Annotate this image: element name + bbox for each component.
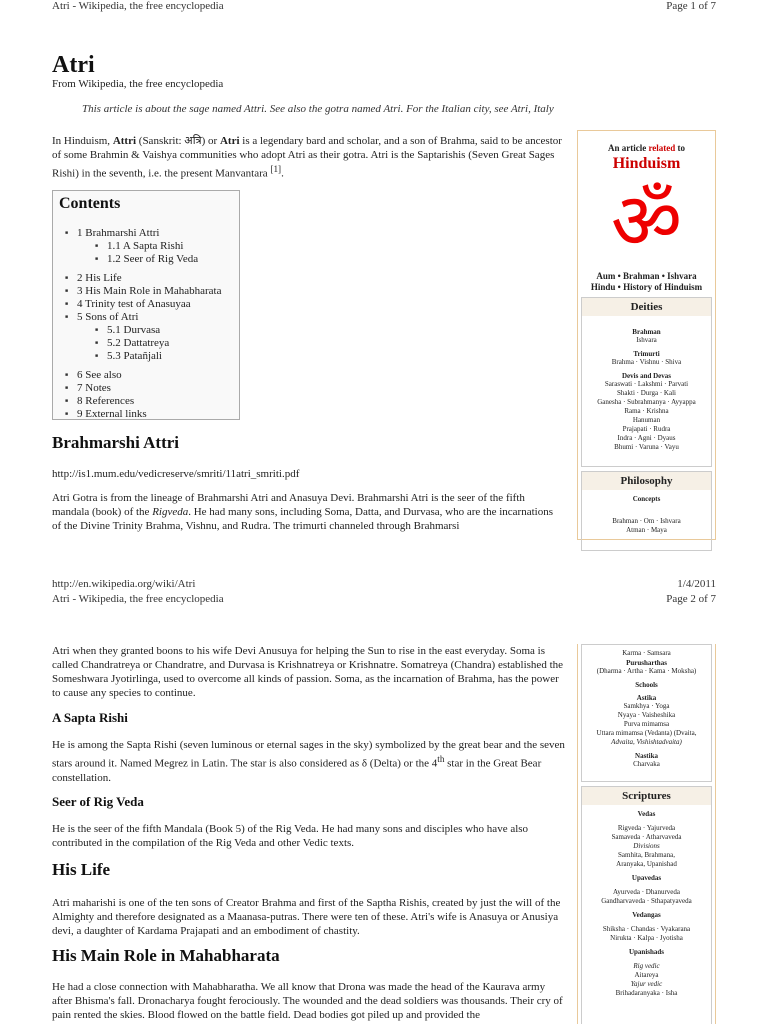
sapta-paragraph [52, 738, 566, 785]
subheading: Yajur vedic [630, 980, 663, 988]
infobox-title[interactable]: Hinduism [612, 155, 681, 172]
section-heading-role: His Main Role in Mahabharata [52, 946, 280, 965]
page-header-title: Atri - Wikipedia, the free encyclopedia [52, 0, 224, 12]
section-heading-brahmarshi: Brahmarshi Attri [52, 433, 180, 452]
philosophy-heading: Philosophy [582, 472, 711, 490]
intro-text: In Hinduism, [52, 135, 113, 147]
section-heading-sapta-rishi: A Sapta Rishi [52, 710, 128, 725]
link-row[interactable]: Samkhya · Yoga [623, 702, 670, 710]
subheading: Vedas [637, 810, 656, 818]
link-row[interactable]: Saraswati · Lakshmi · Parvati [604, 380, 689, 388]
link-row[interactable]: Shiksha · Chandas · Vyakarana [602, 925, 691, 933]
intro-text: (Sanskrit: अत्रि) or [136, 135, 220, 147]
philosophy-box-continued [581, 644, 712, 782]
link-row[interactable]: Advaita, Vishishtadvaita) [611, 738, 682, 746]
subheading: Vedangas [632, 911, 661, 919]
deities-box [581, 297, 712, 467]
link-row[interactable]: Samaveda · Atharvaveda [611, 833, 682, 841]
subheading: Purusharthas [626, 659, 667, 667]
intro-text[interactable]: is a legendary bard and scholar, and a son of Brahma, said to be ancestor of some Brahmin & Vaishya communities who adopt Atri as their gotra. Atri is the Saptarishis (Seven Great Sages Rishi) in the seventh, i.e. the present Manvantara [52, 135, 562, 180]
page-footer-date: 1/4/2011 [677, 578, 716, 590]
scriptures-heading: Scriptures [582, 787, 711, 805]
toc-list [59, 227, 233, 421]
boons-paragraph: Atri when they granted boons to his wife Devi Anusuya for helping the Sun to rise in the east everyday. Soma is called Chandratreya or Chandratre, and Durvasa is Krishnatreya or Krishnatre. Somatreya (Chandra) established the Someshwara Jyotirlinga, used to overcome all kinds of passion. Soma, as the incarnation of Brahma, has the power to cause any species to continue. [52, 645, 564, 699]
link-row[interactable]: Uttara mimamsa (Vedanta) (Dvaita, [596, 729, 697, 737]
section-heading-seer: Seer of Rig Veda [52, 794, 144, 809]
infobox-links [578, 271, 715, 293]
om-symbol-icon: ॐ [610, 178, 683, 265]
role-paragraph: He had a close connection with Mahabharatha. We all know that Drona was made the head of the Kaurava army after Bhisma's fall. Dronacharya fought ferociously. The wounded and the dead soldiers was thousands. Their cry of pain rented the skies. Blood flowed on the battle field. Dead bodies got piled up and provided the [52, 981, 563, 1021]
link-row[interactable]: (Dharma · Artha · Kama · Moksha) [596, 667, 697, 675]
subheading: Upavedas [631, 874, 662, 882]
body-text: He is among the Sapta Rishi (seven luminous or eternal sages in the sky) symbolized by the great bear and the seven stars around it. Named Megrez in Latin. The star is also considered as δ (Delta) or the 4 [52, 739, 565, 770]
superscript: th [437, 754, 445, 764]
link-row[interactable]: Hanuman [632, 416, 661, 424]
toc-item[interactable]: ■ 5.1 Durvasa [59, 324, 233, 337]
caption-text: An article [607, 143, 649, 153]
intro-text: . [281, 167, 284, 180]
link-row[interactable]: Ishvara [636, 336, 657, 344]
link-row[interactable]: Karma · Samsara [622, 649, 671, 657]
body-text: Atri Gotra is from the lineage of Brahmarshi Atri and Anasuya Devi. Brahmarshi Atri is the seer of the fifth mandala (book) of the [52, 492, 525, 518]
life-paragraph: Atri maharishi is one of the ten sons of Creator Brahma and first of the Saptha Rishis, created by just the will of the Almighty and therefore designated as a Maanasa-putras. There were ten of these. Atri's wife is Anasuya or Anusiya devi, a daughter of Kardama Prajapati and an embodiment of chastity. [52, 897, 561, 937]
toc-item[interactable]: ■ 2 His Life [59, 272, 233, 285]
section-heading-life: His Life [52, 860, 111, 879]
toc-item[interactable]: ■ 6 See also [59, 369, 233, 382]
link-row[interactable]: Rigveda · Yajurveda [617, 824, 676, 832]
page-header-title: Atri - Wikipedia, the free encyclopedia [52, 593, 224, 605]
rigveda-link[interactable]: Rigveda [152, 506, 189, 518]
hatnote[interactable]: This article is about the sage named Attri. See also the gotra named Atri. For the Italian city, see Atri, Italy [82, 103, 554, 115]
toc-item[interactable]: ■ 5.3 Patañjali [59, 350, 233, 363]
deities-heading: Deities [582, 298, 711, 316]
body-text: . He had many sons, including Soma, Datta, and Durvasa, who are the incarnations of the Divine Trinity Brahma, Vishnu, and Rudra. The trimurti channeled through Brahmarsi [52, 506, 553, 532]
link-row[interactable]: Charvaka [633, 760, 660, 768]
subheading: Trimurti [633, 350, 660, 358]
link-row[interactable]: Nyaya · Vaisheshika [617, 711, 676, 719]
toc-item[interactable]: ■ 3 His Main Role in Mahabharata [59, 285, 233, 298]
pdf-page-2 [0, 560, 768, 1024]
table-of-contents [52, 190, 240, 420]
link-row[interactable]: Aitareya [634, 971, 659, 979]
philosophy-box [581, 471, 712, 551]
subheading: Divisions [633, 842, 660, 850]
link-row[interactable]: Indra · Agni · Dyaus [617, 434, 676, 442]
subheading: Devis and Devas [621, 372, 671, 380]
scriptures-box [581, 786, 712, 1024]
hinduism-infobox-continued [577, 644, 716, 1024]
subheading: Schools [635, 681, 658, 689]
subheading: Rig vedic [633, 962, 660, 970]
link-row[interactable]: Samhita, Brahmana, [618, 851, 675, 859]
page-footer-url: http://en.wikipedia.org/wiki/Atri [52, 578, 196, 590]
reference-url[interactable]: http://is1.mum.edu/vedicreserve/smriti/11atri_smriti.pdf [52, 468, 300, 480]
related-link[interactable]: related [648, 143, 676, 153]
link-row[interactable]: Atman · Maya [626, 526, 667, 534]
subheading: Nastika [635, 752, 658, 760]
subheading: Upanishads [628, 948, 665, 956]
link-row[interactable]: Bhumi · Varuna · Vayu [614, 443, 679, 451]
seer-paragraph: He is the seer of the fifth Mandala (Book 5) of the Rig Veda. He had many sons and disciples who have also contributed in the compilation of the Rig Veda and other Vedic texts. [52, 823, 529, 849]
intro-bold-atri: Atri [219, 135, 240, 147]
link-row[interactable]: Brahman · Om · Ishvara [612, 517, 681, 525]
toc-item[interactable]: ■ 8 References [59, 395, 233, 408]
infobox-link-row[interactable]: Aum • Brahman • Ishvara [596, 271, 697, 281]
link-row[interactable]: Shakti · Durga · Kali [617, 389, 676, 397]
subheading: Brahman [632, 328, 661, 336]
article-source: From Wikipedia, the free encyclopedia [52, 78, 224, 90]
toc-item[interactable]: ■ 5.2 Dattatreya [59, 337, 233, 350]
link-row[interactable]: Brahma · Vishnu · Shiva [611, 358, 682, 366]
gotra-paragraph [52, 491, 562, 533]
intro-paragraph [52, 134, 562, 181]
link-row[interactable]: Nirukta · Kalpa · Jyotisha [610, 934, 683, 942]
article-title: Atri [52, 52, 95, 78]
infobox-caption [578, 143, 715, 153]
toc-item[interactable]: ■ 1.2 Seer of Rig Veda [59, 253, 233, 266]
subheading: Astika [636, 694, 657, 702]
toc-item[interactable]: ■ 4 Trinity test of Anasuyaa [59, 298, 233, 311]
toc-title: Contents [59, 195, 121, 212]
toc-item[interactable]: ■ 1 Brahmarshi Attri [59, 227, 233, 240]
toc-item[interactable]: ■ 9 External links [59, 408, 233, 421]
body-text: star in the Great Bear constellation. [52, 757, 542, 784]
page-header-number: Page 1 of 7 [666, 0, 716, 12]
link-row[interactable]: Purva mimamsa [623, 720, 670, 728]
subheading: Concepts [632, 495, 661, 503]
hinduism-infobox [577, 130, 716, 540]
link-row[interactable]: Aranyaka, Upanishad [616, 860, 677, 868]
link-row[interactable]: Prajapati · Rudra [622, 425, 671, 433]
link-row[interactable]: Brihadaranyaka · Isha [615, 989, 678, 997]
page-header-number: Page 2 of 7 [666, 593, 716, 605]
caption-text: to [675, 143, 686, 153]
intro-bold-attri: Attri [112, 135, 137, 147]
toc-item[interactable]: ■ 7 Notes [59, 382, 233, 395]
toc-item[interactable]: ■ 5 Sons of Atri [59, 311, 233, 324]
link-row[interactable]: Ganesha · Subrahmanya · Ayyappa [597, 398, 696, 406]
link-row[interactable]: Gandharvaveda · Sthapatyaveda [601, 897, 692, 905]
citation-link[interactable]: [1] [270, 164, 282, 174]
link-row[interactable]: Ayurveda · Dhanurveda [613, 888, 680, 896]
link-row[interactable]: Rama · Krishna [624, 407, 669, 415]
infobox-link-row[interactable]: Hindu • History of Hinduism [590, 282, 703, 292]
toc-item[interactable]: ■ 1.1 A Sapta Rishi [59, 240, 233, 253]
